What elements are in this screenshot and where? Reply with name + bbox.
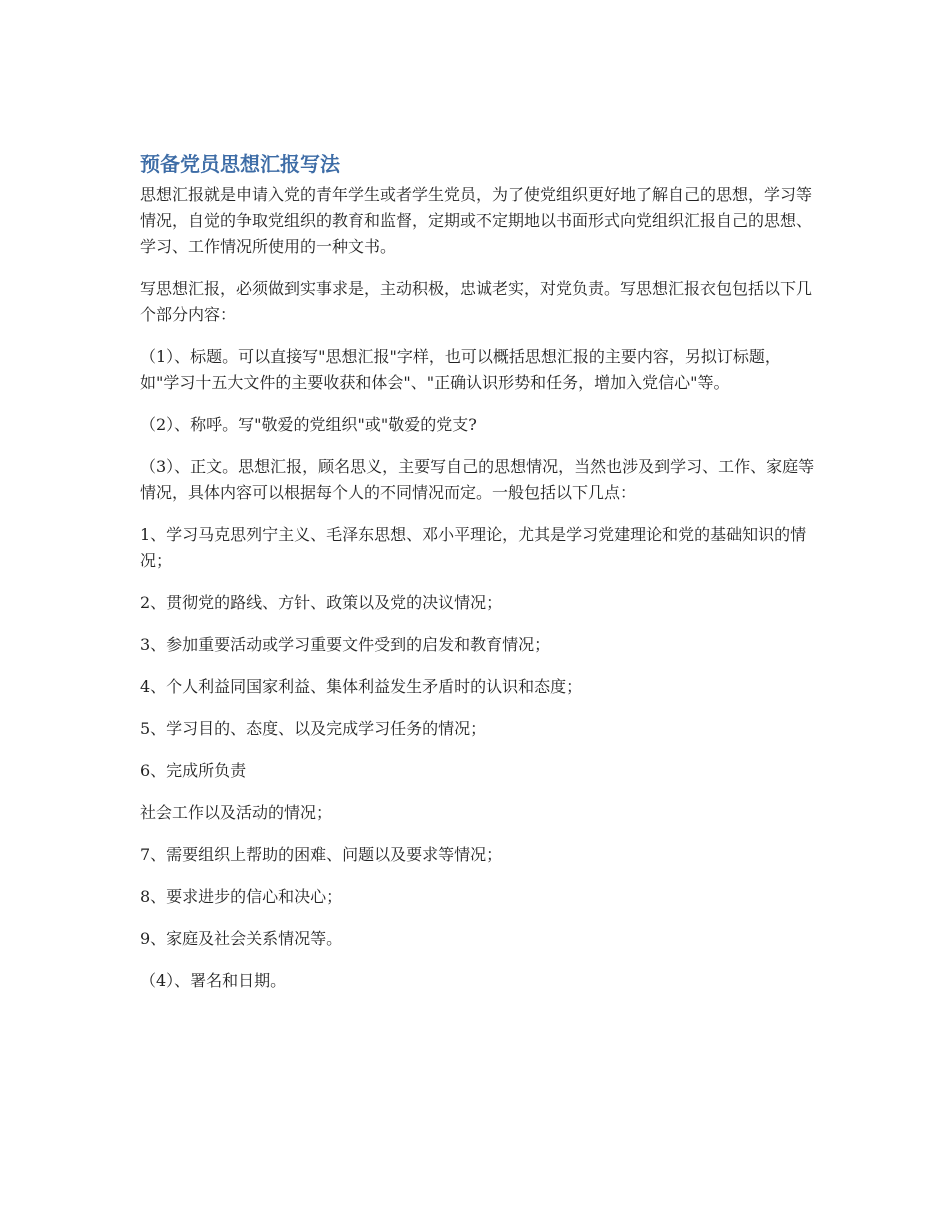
paragraph-section-salutation: （2）、称呼。写"敬爱的党组织"或"敬爱的党支? bbox=[140, 415, 477, 434]
paragraph-section-body: （3）、正文。思想汇报，顾名思义，主要写自己的思想情况，当然也涉及到学习、工作、家庭等情况，具体内容可以根据每个人的不同情况而定。一般包括以下几点： bbox=[140, 457, 815, 502]
list-item-9: 9、家庭及社会关系情况等。 bbox=[140, 929, 343, 948]
paragraph-requirements: 写思想汇报，必须做到实事求是，主动积极，忠诚老实，对党负责。写思想汇报衣包包括以下几个部分内容： bbox=[140, 279, 813, 324]
list-item-5: 5、学习目的、态度、以及完成学习任务的情况； bbox=[140, 719, 487, 738]
document-body bbox=[140, 150, 820, 1010]
paragraph-intro: 思想汇报就是申请入党的青年学生或者学生党员，为了使党组织更好地了解自己的思想，学习等情况，自觉的争取党组织的教育和监督，定期或不定期地以书面形式向党组织汇报自己的思想、学习、工作情况所使用的一种文书。 bbox=[140, 185, 813, 256]
list-item-4: 4、个人利益同国家利益、集体利益发生矛盾时的认识和态度； bbox=[140, 677, 583, 696]
list-item-3: 3、参加重要活动或学习重要文件受到的启发和教育情况； bbox=[140, 635, 551, 654]
list-item-2: 2、贯彻党的路线、方针、政策以及党的决议情况； bbox=[140, 593, 503, 612]
list-item-8: 8、要求进步的信心和决心； bbox=[140, 887, 343, 906]
list-item-6-continued: 社会工作以及活动的情况； bbox=[140, 803, 333, 822]
list-item-7: 7、需要组织上帮助的困难、问题以及要求等情况； bbox=[140, 845, 503, 864]
paragraph-section-title: （1）、标题。可以直接写"思想汇报"字样，也可以概括思想汇报的主要内容，另拟订标题，如"学习十五大文件的主要收获和体会"、"正确认识形势和任务，增加入党信心"等。 bbox=[140, 347, 781, 392]
list-item-1: 1、学习马克思列宁主义、毛泽东思想、邓小平理论，尤其是学习党建理论和党的基础知识的情况； bbox=[140, 525, 807, 570]
list-item-6: 6、完成所负责 bbox=[140, 761, 247, 780]
document-title: 预备党员思想汇报写法 bbox=[140, 152, 340, 176]
paragraph-section-signature: （4）、署名和日期。 bbox=[140, 971, 287, 990]
